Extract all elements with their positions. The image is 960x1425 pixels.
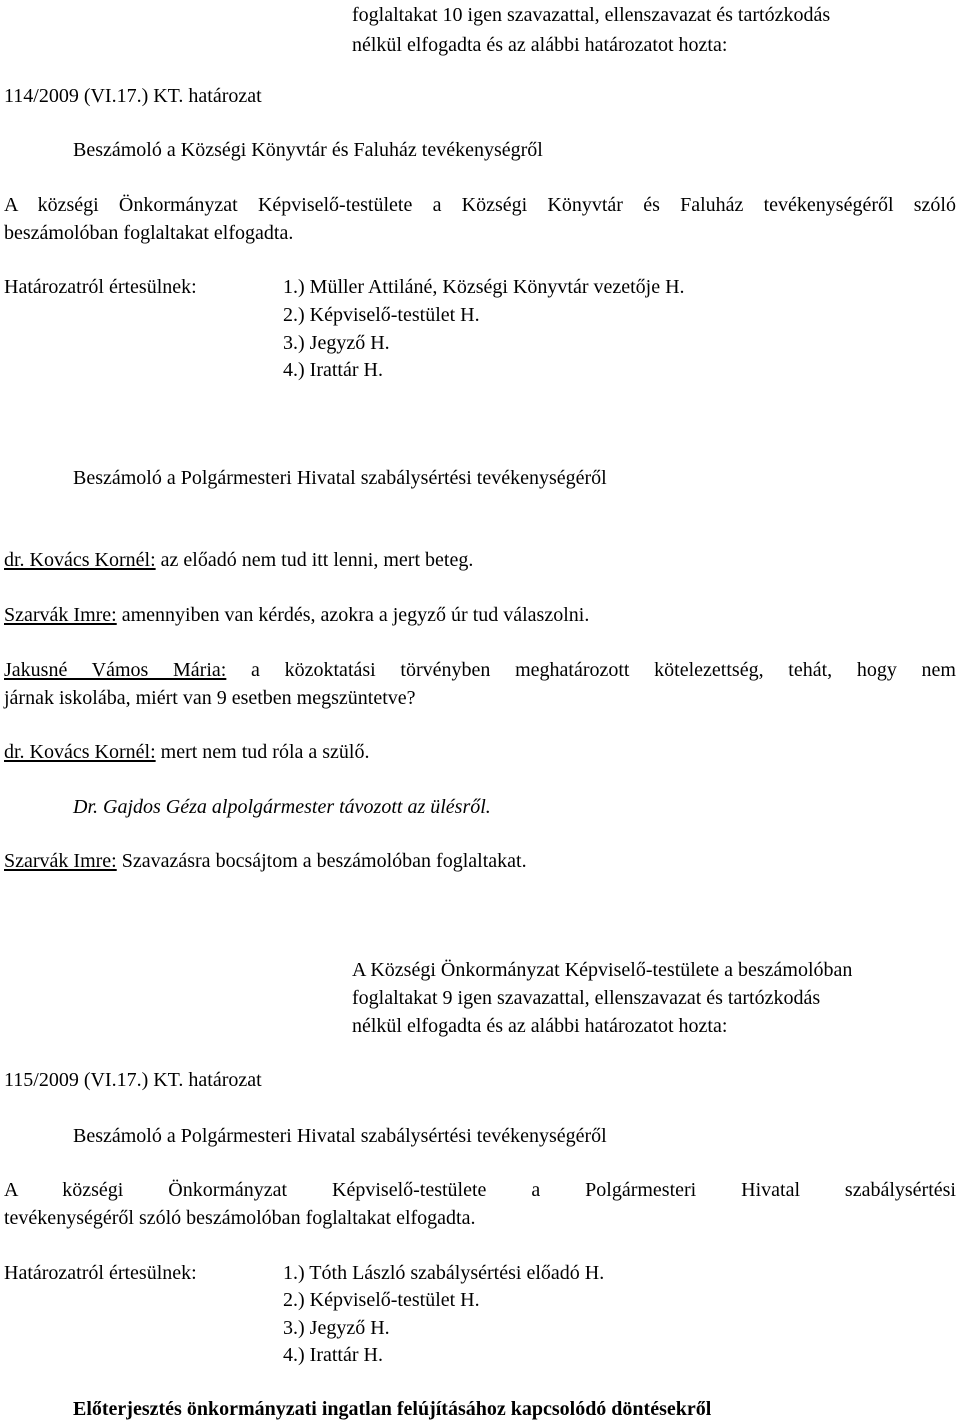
speaker-text: amennyiben van kérdés, azokra a jegyző úr tud válaszolni. xyxy=(116,604,590,626)
notify-item: 2.) Képviselő-testület H. xyxy=(283,304,480,326)
next-agenda-heading: Előterjesztés önkormányzati ingatlan felújításához kapcsolódó döntésekről xyxy=(73,1398,712,1420)
speaker-name: Szarvák Imre: xyxy=(4,850,117,872)
speaker-name: dr. Kovács Kornél: xyxy=(4,549,156,571)
resolution-body-line-2: tevékenységéről szóló beszámolóban foglaltakat elfogadta. xyxy=(4,1207,476,1229)
resolution-body-line-1: A községi Önkormányzat Képviselő-testülete a Községi Könyvtár és Faluház tevékenységéről szóló xyxy=(4,194,956,216)
resolution-number: 114/2009 (VI.17.) KT. határozat xyxy=(4,85,262,107)
discussion-entry xyxy=(4,849,527,873)
notify-item: 4.) Irattár H. xyxy=(283,1344,383,1366)
discussion-entry xyxy=(4,548,473,572)
notify-item: 1.) Tóth László szabálysértési előadó H. xyxy=(283,1262,605,1284)
notify-label: Határozatról értesülnek: xyxy=(4,1262,197,1284)
agenda-heading: Beszámoló a Polgármesteri Hivatal szabálysértési tevékenységéről xyxy=(73,467,607,489)
discussion-entry xyxy=(4,658,956,682)
discussion-entry xyxy=(4,740,369,764)
speaker-text: az előadó nem tud itt lenni, mert beteg. xyxy=(155,549,474,571)
notify-item: 2.) Képviselő-testület H. xyxy=(283,1289,480,1311)
speaker-text: a közoktatási törvényben meghatározott kötelezettség, tehát, hogy nem xyxy=(251,659,956,681)
vote-intro-line-1: A Községi Önkormányzat Képviselő-testülete a beszámolóban xyxy=(352,959,853,981)
notify-item: 1.) Müller Attiláné, Községi Könyvtár vezetője H. xyxy=(283,276,685,298)
notify-item: 3.) Jegyző H. xyxy=(283,332,390,354)
speaker-name: dr. Kovács Kornél: xyxy=(4,741,156,763)
notify-item: 3.) Jegyző H. xyxy=(283,1317,390,1339)
resolution-title: Beszámoló a Községi Könyvtár és Faluház tevékenységről xyxy=(73,139,543,161)
speaker-name: Szarvák Imre: xyxy=(4,604,117,626)
vote-intro-line-2: foglaltakat 9 igen szavazattal, ellenszavazat és tartózkodás xyxy=(352,987,821,1009)
session-note: Dr. Gajdos Géza alpolgármester távozott az ülésről. xyxy=(73,796,491,818)
speaker-text: mert nem tud róla a szülő. xyxy=(155,741,370,763)
notify-label: Határozatról értesülnek: xyxy=(4,276,197,298)
vote-intro-line-3: nélkül elfogadta és az alábbi határozatot hozta: xyxy=(352,1015,728,1037)
vote-intro-line-1: foglaltakat 10 igen szavazattal, ellenszavazat és tartózkodás xyxy=(352,4,831,26)
vote-intro-line-2: nélkül elfogadta és az alábbi határozatot hozta: xyxy=(352,34,728,56)
speaker-name: Jakusné Vámos Mária: xyxy=(4,659,227,681)
resolution-title: Beszámoló a Polgármesteri Hivatal szabálysértési tevékenységéről xyxy=(73,1125,607,1147)
speaker-text-continued: járnak iskolába, miért van 9 esetben megszüntetve? xyxy=(4,687,416,709)
resolution-body-line-1: A községi Önkormányzat Képviselő-testülete a Polgármesteri Hivatal szabálysértési xyxy=(4,1179,956,1201)
speaker-text: Szavazásra bocsájtom a beszámolóban foglaltakat. xyxy=(116,850,527,872)
resolution-number: 115/2009 (VI.17.) KT. határozat xyxy=(4,1069,262,1091)
notify-item: 4.) Irattár H. xyxy=(283,359,383,381)
discussion-entry xyxy=(4,603,589,627)
resolution-body-line-2: beszámolóban foglaltakat elfogadta. xyxy=(4,222,294,244)
